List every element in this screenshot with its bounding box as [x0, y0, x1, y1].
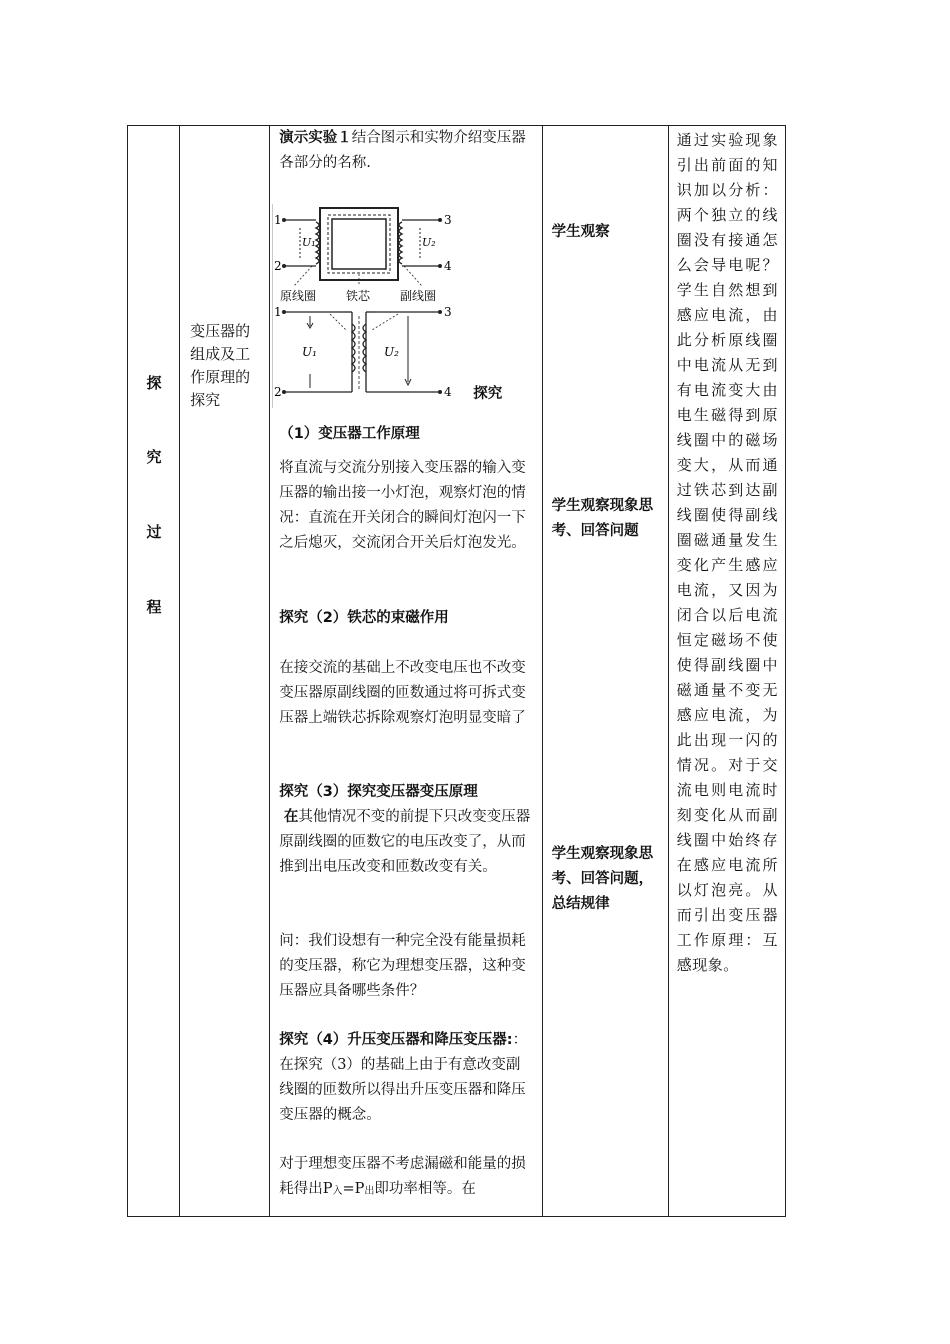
p-out-sub: 出	[364, 1186, 375, 1197]
topic-text: 变压器的组成及工作原理的探究	[190, 322, 251, 409]
q2-text: 在接交流的基础上不改变电压也不改变变压器原副线圈的匝数通过将可拆式变压器上端铁芯拆除观察灯泡明显变暗了	[279, 660, 526, 726]
last-text-b: 即功率相等。在	[374, 1181, 476, 1197]
terminal-4-bottom: 4	[444, 385, 452, 399]
u2-bottom: U₂	[384, 345, 400, 359]
q3-lead: 在	[283, 809, 299, 825]
design-notes: 通过实验现象引出前面的知识加以分析：两个独立的线圈没有接通怎么会导电呢？学生自然想到感应电流，由此分析原线圈中电流从无到有电流变大由电生磁得到原线圈中的磁场变大，从而通过铁芯到达副线圈使得副线圈磁通量发生变化产生感应电流，又因为闭合以后电流恒定磁场不使使得副线圈中磁通量不变无感应电流，为此出现一闪的情况。对于交流电则电流时刻变化从而副线圈中始终存在感应电流所以灯泡亮。从而引出变压器工作原理：互感现象。	[676, 131, 778, 974]
notes-cell	[668, 126, 785, 1217]
u1-top: U₁	[302, 236, 316, 249]
terminal-1-top: 1	[274, 213, 282, 227]
diagram-tag: 探究	[473, 386, 503, 402]
terminal-3-bottom: 3	[444, 305, 452, 319]
content-cell	[270, 126, 542, 1217]
stage-cell	[128, 126, 180, 1217]
equals-sign: =	[342, 1181, 355, 1197]
stage-char-1: 探	[146, 374, 162, 392]
q1-title: （1）变压器工作原理	[279, 426, 420, 442]
topic-cell	[180, 126, 270, 1217]
q4-title: 探究（4）升压变压器和降压变压器:	[279, 1032, 513, 1048]
terminal-4-top: 4	[444, 259, 452, 273]
terminal-2-bottom: 2	[274, 385, 282, 399]
demo-text: 结合图示和实物介绍变压器各部分的名称.	[279, 130, 526, 171]
last-text-a: 对于理想变压器不考虑漏磁和能量的损耗得出	[279, 1156, 526, 1197]
primary-coil-label: 原线圈	[280, 289, 317, 303]
demo-title: 演示实验１	[279, 130, 352, 146]
stage-char-4: 程	[146, 598, 162, 616]
transformer-diagram	[272, 202, 472, 408]
stage-char-3: 过	[146, 523, 162, 541]
terminal-1-bottom: 1	[274, 305, 282, 319]
iron-core-label: 铁芯	[346, 289, 371, 303]
question-text: 问：我们设想有一种完全没有能量损耗的变压器，称它为理想变压器，这种变压器应具备哪些条件？	[279, 933, 526, 999]
stage-char-2: 究	[146, 448, 162, 466]
p-out: P	[354, 1181, 365, 1197]
q4-text: ：在探究（3）的基础上由于有意改变副线圈的匝数所以得出升压变压器和降压变压器的概念。	[279, 1032, 528, 1123]
p-in-sub: 入	[332, 1186, 343, 1197]
u2-top: U₂	[422, 236, 436, 249]
student-activity-1: 学生观察	[551, 224, 610, 240]
student-cell	[542, 126, 668, 1217]
p-in: P	[322, 1181, 333, 1197]
student-activity-3: 学生观察现象思考、回答问题，总结规律	[551, 846, 654, 912]
q1-text: 将直流与交流分别接入变压器的输入变压器的输出接一小灯泡，观察灯泡的情况：直流在开关闭合的瞬间灯泡闪一下之后熄灭，交流闭合开关后灯泡发光。	[279, 460, 526, 551]
u1-bottom: U₁	[302, 345, 318, 359]
student-activity-2: 学生观察现象思考、回答问题	[551, 498, 654, 539]
terminal-2-top: 2	[274, 259, 282, 273]
secondary-coil-label: 副线圈	[400, 289, 437, 303]
terminal-3-top: 3	[444, 213, 452, 227]
q3-text: 其他情况不变的前提下只改变变压器原副线圈的匝数它的电压改变了，从而推到出电压改变和匝数改变有关。	[279, 809, 531, 875]
lesson-table	[127, 125, 786, 1217]
q2-title: 探究（2）铁芯的束磁作用	[279, 610, 449, 626]
q3-title: 探究（3）探究变压器变压原理	[279, 784, 478, 800]
